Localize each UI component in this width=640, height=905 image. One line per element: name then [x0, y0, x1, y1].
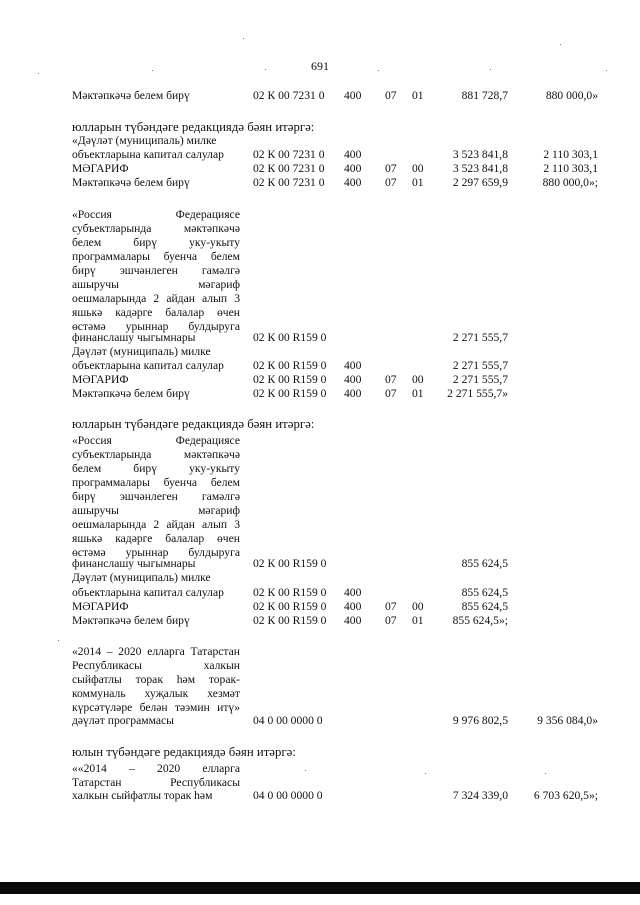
section-code: 400 [344, 359, 362, 372]
row-name: Мәктәпкәчә белем бирү [72, 614, 190, 627]
description-line: субъектларында мәктәпкәчә [72, 448, 240, 461]
row-name: финанслашу чыгымнары [72, 331, 196, 344]
section-heading: юлын түбәндәге редакциядә бәян итәргә: [72, 745, 296, 759]
section-code: 400 [344, 586, 362, 599]
description-line: өстәмә урыннар булдыруга [72, 320, 240, 333]
group-code: 00 [412, 162, 424, 175]
row-name: Мәктәпкәчә белем бирү [72, 387, 190, 400]
subsection-code: 07 [385, 600, 397, 613]
table-row [0, 373, 640, 387]
amount-secondary: 880 000,0»; [542, 176, 598, 189]
page-number: 691 [311, 59, 329, 73]
scan-speck [305, 770, 306, 771]
amount-primary: 3 523 841,8 [452, 162, 508, 175]
scan-speck [560, 44, 561, 45]
budget-code: 02 К 00 R159 0 [253, 600, 327, 613]
row-name: Мәктәпкәчә белем бирү [72, 176, 190, 189]
description-line: Дәүләт (муниципаль) милке [72, 345, 211, 358]
amount-primary: 855 624,5 [461, 600, 508, 613]
group-code: 01 [412, 176, 424, 189]
description-line: күрсәтүләре белән тәэмин итү» [72, 701, 240, 714]
description-line: «2014 – 2020 елларга Татарстан [72, 645, 240, 658]
section-code: 400 [344, 89, 362, 102]
amount-secondary: 880 000,0» [545, 89, 598, 102]
amount-primary: 3 523 841,8 [452, 148, 508, 161]
group-code: 00 [412, 373, 424, 386]
subsection-code: 07 [385, 162, 397, 175]
table-row [0, 331, 640, 345]
amount-primary: 2 271 555,7 [452, 359, 508, 372]
budget-code: 02 К 00 7231 0 [253, 162, 325, 175]
description-line: өстәмә урыннар булдыруга [72, 546, 240, 559]
row-name: объектларына капитал салулар [72, 148, 224, 161]
budget-code: 02 К 00 R159 0 [253, 359, 327, 372]
row-name: Мәктәпкәчә белем бирү [72, 89, 190, 102]
row-name: объектларына капитал салулар [72, 359, 224, 372]
budget-code: 02 К 00 7231 0 [253, 89, 325, 102]
item-description [72, 762, 240, 790]
table-row [0, 714, 640, 728]
subsection-code: 07 [385, 373, 397, 386]
scan-speck [38, 73, 39, 74]
amount-primary: 7 324 339,0 [452, 789, 508, 802]
scan-speck [265, 69, 266, 70]
description-line: «Россия Федерациясе [72, 208, 240, 221]
table-row [0, 89, 640, 103]
item-description [72, 345, 240, 359]
group-code: 01 [412, 89, 424, 102]
row-name: МӘГАРИФ [72, 373, 129, 386]
budget-code: 02 К 00 R159 0 [253, 387, 327, 400]
description-line: коммуналь хуҗалык хезмәт [72, 687, 240, 700]
amount-primary: 2 271 555,7» [447, 387, 508, 400]
description-line: «Дәүләт (муниципаль) милке [72, 134, 217, 147]
description-line: оешмаларында 2 айдан алып 3 [72, 292, 240, 305]
amount-secondary: 2 110 303,1 [543, 148, 598, 161]
amount-primary: 2 271 555,7 [452, 373, 508, 386]
budget-code: 02 К 00 R159 0 [253, 586, 327, 599]
description-line: программалары буенча белем [72, 476, 240, 489]
table-row [0, 162, 640, 176]
table-row [0, 387, 640, 401]
budget-code: 04 0 00 0000 0 [253, 714, 323, 727]
amount-primary: 2 297 659,9 [452, 176, 508, 189]
table-row [0, 586, 640, 600]
amount-primary: 881 728,7 [461, 89, 508, 102]
description-line: программалары буенча белем [72, 250, 240, 263]
amount-primary: 9 976 802,5 [452, 714, 508, 727]
table-row [0, 359, 640, 373]
section-heading: юлларын түбәндәге редакциядә бәян итәргә: [72, 120, 315, 134]
group-code: 00 [412, 600, 424, 613]
scan-speck [243, 38, 244, 39]
table-row [0, 614, 640, 628]
subsection-code: 07 [385, 176, 397, 189]
description-line: яшькә кадәрге балалар өчен [72, 306, 240, 319]
item-description [72, 434, 240, 560]
row-name: финанслашу чыгымнары [72, 557, 196, 570]
amount-secondary: 2 110 303,1 [543, 162, 598, 175]
scan-bottom-border [0, 882, 640, 894]
description-line: Татарстан Республикасы [72, 776, 240, 789]
amount-secondary: 6 703 620,5»; [533, 789, 598, 802]
section-code: 400 [344, 162, 362, 175]
description-line: оешмаларында 2 айдан алып 3 [72, 518, 240, 531]
budget-code: 02 К 00 R159 0 [253, 557, 327, 570]
amount-primary: 2 271 555,7 [452, 331, 508, 344]
amount-primary: 855 624,5 [461, 586, 508, 599]
section-code: 400 [344, 148, 362, 161]
budget-code: 02 К 00 7231 0 [253, 176, 325, 189]
scan-speck [152, 70, 153, 71]
amount-primary: 855 624,5 [461, 557, 508, 570]
description-line: белем бирү уку-укыту [72, 236, 240, 249]
table-row [0, 557, 640, 571]
budget-code: 02 К 00 R159 0 [253, 331, 327, 344]
budget-code: 04 0 00 0000 0 [253, 789, 323, 802]
table-row [0, 148, 640, 162]
group-code: 01 [412, 387, 424, 400]
scan-speck [606, 70, 607, 71]
description-line: бирү эшчәнлеген гамәлгә [72, 264, 240, 277]
row-name: дәүләт программасы [72, 714, 174, 727]
description-line: яшькә кадәрге балалар өчен [72, 532, 240, 545]
section-code: 400 [344, 600, 362, 613]
scan-speck [490, 69, 491, 70]
description-line: сыйфатлы торак һәм торак- [72, 673, 240, 686]
section-code: 400 [344, 373, 362, 386]
scan-speck [378, 70, 379, 71]
item-description [72, 571, 240, 585]
description-line: ашыручы мәгариф [72, 504, 240, 517]
description-line: белем бирү уку-укыту [72, 462, 240, 475]
description-line: бирү эшчәнлеген гамәлгә [72, 490, 240, 503]
group-code: 01 [412, 614, 424, 627]
section-code: 400 [344, 614, 362, 627]
scan-speck [425, 773, 426, 774]
subsection-code: 07 [385, 89, 397, 102]
row-name: МӘГАРИФ [72, 162, 129, 175]
budget-code: 02 К 00 7231 0 [253, 148, 325, 161]
row-name: объектларына капитал салулар [72, 586, 224, 599]
amount-secondary: 9 356 084,0» [537, 714, 598, 727]
section-code: 400 [344, 176, 362, 189]
subsection-code: 07 [385, 387, 397, 400]
description-line: «Россия Федерациясе [72, 434, 240, 447]
table-row [0, 600, 640, 614]
table-row [0, 176, 640, 190]
row-name: халкын сыйфатлы торак һәм [72, 789, 213, 802]
description-line: ««2014 – 2020 елларга [72, 762, 240, 775]
item-description [72, 645, 240, 715]
budget-code: 02 К 00 R159 0 [253, 614, 327, 627]
description-line: Дәүләт (муниципаль) милке [72, 571, 211, 584]
scan-speck [545, 773, 546, 774]
description-line: субъектларында мәктәпкәчә [72, 222, 240, 235]
budget-code: 02 К 00 R159 0 [253, 373, 327, 386]
section-heading: юлларын түбәндәге редакциядә бәян итәргә: [72, 417, 315, 431]
subsection-code: 07 [385, 614, 397, 627]
item-description [72, 208, 240, 334]
description-line: ашыручы мәгариф [72, 278, 240, 291]
item-description [72, 134, 240, 148]
table-row [0, 789, 640, 803]
row-name: МӘГАРИФ [72, 600, 129, 613]
section-code: 400 [344, 387, 362, 400]
amount-primary: 855 624,5»; [452, 614, 508, 627]
scan-speck [58, 640, 59, 641]
description-line: Республикасы халкын [72, 659, 240, 672]
